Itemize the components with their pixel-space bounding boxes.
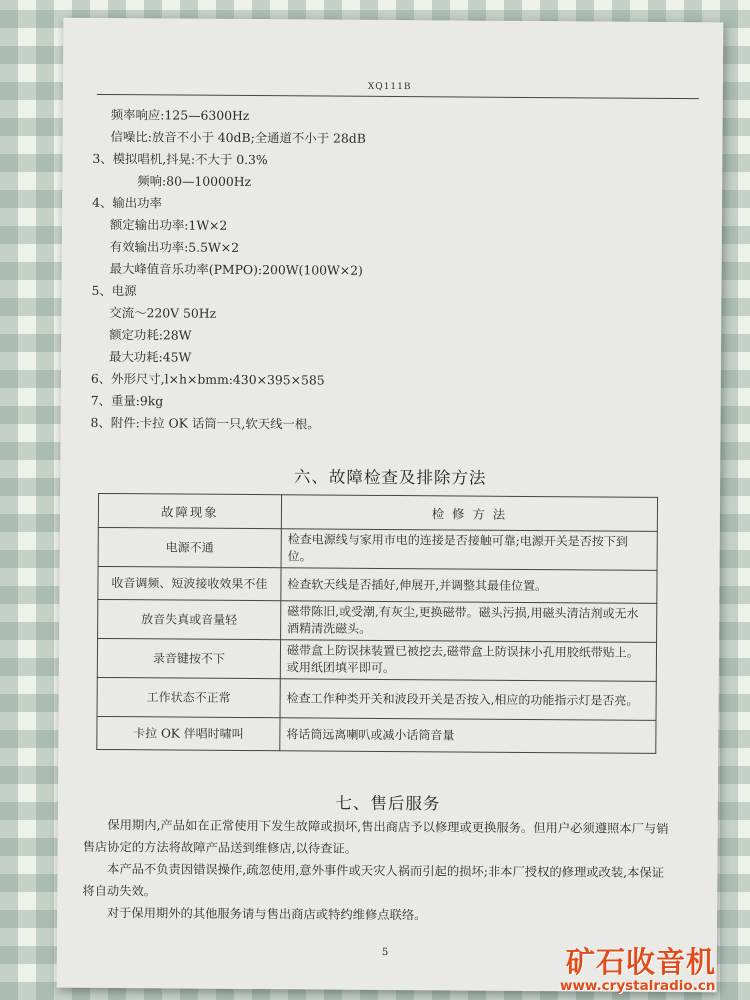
- remedy-cell: 检查电源线与家用市电的连接是否接触可靠;电源开关是否按下到位。: [281, 529, 657, 571]
- table-header-row: [98, 493, 657, 531]
- page-number: 5: [381, 946, 389, 958]
- table-row: [98, 527, 657, 570]
- table-row: [97, 677, 656, 720]
- table-row: [97, 716, 656, 753]
- column-header-remedy: 检 修 方 法: [281, 495, 657, 532]
- spec-line: 5、电源: [91, 282, 137, 299]
- column-header-symptom: 故障现象: [98, 493, 281, 528]
- spec-line: 8、附件:卡拉 OK 话筒一只,软天线一根。: [90, 414, 320, 432]
- section-title-after-sales: 七、售后服务: [335, 793, 441, 814]
- watermark-logo: 矿石收音机: [566, 945, 717, 979]
- symptom-cell: 放音失真或音量轻: [98, 599, 281, 639]
- paragraph: 本产品不负责因错误操作,疏忽使用,意外事件或天灾人祸而引起的损坏;非本厂授权的修理或改装,本保证将自动失效。: [82, 862, 665, 899]
- spec-line: 额定功耗:28W: [109, 327, 192, 343]
- symptom-cell: 电源不通: [98, 527, 281, 567]
- spec-line: 3、模拟唱机,抖晃:不大于 0.3%: [92, 150, 268, 168]
- troubleshooting-table: [96, 493, 658, 754]
- spec-line: 最大功耗:45W: [108, 349, 192, 365]
- remedy-cell: 磁带陈旧,或受潮,有灰尘,更换磁带。磁头污损,用磁头清洁剂或无水酒精清洗磁头。: [281, 601, 657, 643]
- table-row: [98, 566, 657, 603]
- spec-line: 频响:80—10000Hz: [137, 173, 252, 190]
- header-rule: [97, 94, 699, 99]
- spec-line: 信噪比:放音不小于 40dB;全通道不小于 28dB: [110, 129, 366, 146]
- spec-line: 有效输出功率:5.5W×2: [109, 239, 240, 255]
- remedy-cell: 将话筒远离喇叭或减小话筒音量: [280, 718, 656, 754]
- table-row: [97, 638, 656, 681]
- symptom-cell: 收音调频、短波接收效果不佳: [98, 566, 281, 600]
- paragraph: 对于保用期外的其他服务请与售出商店或特约维修点联络。: [106, 906, 427, 923]
- spec-line: 6、外形尺寸,l×h×bmm:430×395×585: [90, 370, 325, 388]
- table-row: [98, 599, 657, 642]
- symptom-cell: 卡拉 OK 伴唱时啸叫: [97, 716, 280, 750]
- model-code: XQ111B: [367, 81, 412, 93]
- spec-line: 频率响应:125—6300Hz: [110, 107, 250, 124]
- manual-page: [57, 18, 724, 993]
- spec-line: 最大峰值音乐功率(PMPO):200W(100W×2): [109, 261, 363, 278]
- spec-line: 7、重量:9kg: [90, 392, 164, 409]
- symptom-cell: 录音键按不下: [97, 638, 280, 678]
- symptom-cell: 工作状态不正常: [97, 677, 280, 717]
- remedy-cell: 检查工作种类开关和波段开关是否按入,相应的功能指示灯是否亮。: [280, 679, 656, 721]
- watermark-url: www.crystalradio.cn: [560, 978, 716, 994]
- paragraph: 保用期内,产品如在正常使用下发生故障或损坏,售出商店予以修理或更换服务。但用户必须遵照本厂与销售店协定的方法将故障产品送到维修店,以待查证。: [82, 818, 669, 856]
- spec-line: 4、输出功率: [92, 194, 162, 211]
- section-title-troubleshooting: 六、故障检查及排除方法: [293, 467, 487, 488]
- remedy-cell: 检查软天线是否插好,伸展开,并调整其最佳位置。: [281, 568, 657, 604]
- remedy-cell: 磁带盒上防误抹装置已被挖去,磁带盒上防误抹小孔用胶纸带贴上。或用纸团填平即可。: [280, 640, 656, 682]
- spec-line: 额定输出功率:1W×2: [109, 217, 228, 233]
- spec-list: [90, 104, 692, 438]
- spec-line: 交流～220V 50Hz: [109, 305, 217, 321]
- after-sales-text: [82, 814, 675, 928]
